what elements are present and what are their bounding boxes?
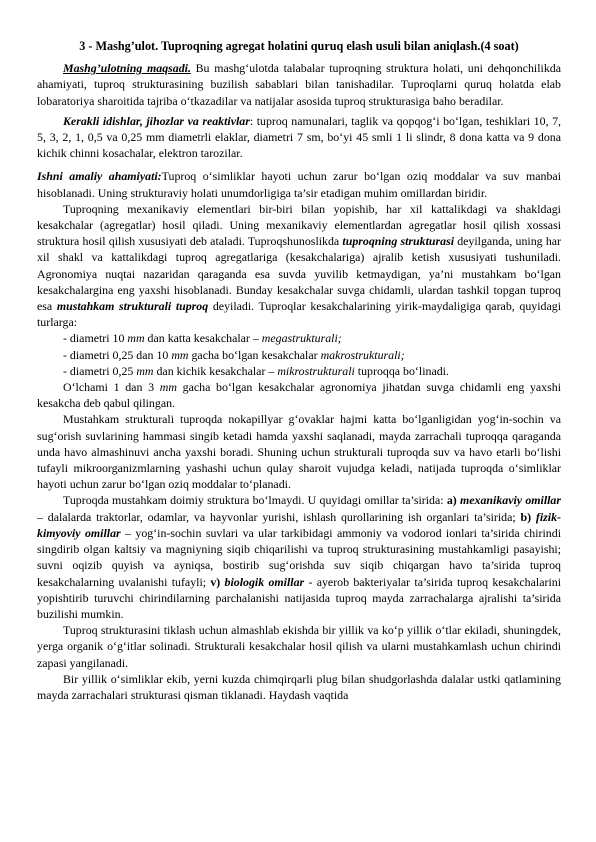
list-item-text: dan kichik kesakchalar – [153, 363, 278, 378]
list-item [37, 347, 561, 363]
paragraph-plowing: Bir yillik o‘simliklar ekib, yerni kuzda chimqirqarli plug bilan shudgorlashda dalalar ustki qatlamining mayda zarrachalari strukturasi qisman tiklanadi. Haydash vaqtida [37, 671, 561, 702]
list-item-text: tuproqqa bo‘linadi. [354, 363, 449, 378]
paragraph-factors [37, 492, 561, 622]
paragraph-goal [37, 60, 561, 109]
structure-text-2: deyilganda, uning har xil shakl va kattalikdagi tuproq agregatlariga (kesakchalariga) ajralib ketish xususiyati tushuniladi. Agronomiya nuqtai nazaridan qaraganda esa suvda yuvilib ketmaydigan, ya’ni mustahkam bo‘lgan kesakchalargina eng yaxshi hisoblanadi. Bunday kesakchalar suvga chidamli, ulardan tashkil topgan tuproq esa [37, 234, 562, 314]
list-item [37, 330, 561, 346]
list-item-text: - diametri 0,25 [63, 363, 137, 378]
factor-b-term: fizik-kimyoviy omillar [37, 509, 561, 540]
factors-text: – dalalarda traktorlar, odamlar, va hayvonlar yurishi, ishlash qurollarining ish organlari ta’sirida; [37, 509, 521, 524]
factor-a-label: a) [446, 493, 457, 508]
list-item-text: dan katta kesakchalar – [144, 331, 262, 346]
factor-b-label: b) [520, 509, 532, 524]
equipment-heading: Kerakli idishlar, jihozlar va reaktivlar [63, 113, 250, 128]
factors-text: – yog‘in-sochin suvlari va ular tarkibidagi ammoniy va vodorod ionlari ta’sirida chirindi singdirib olgan kaltsiy va magniyning siqib chiqarilishi va tuproq strukturasining mustahkamligi pasayishi; suvni oqizib quyish va ayniqsa, bostirib sug‘orishda suv siqib chiqargan havo ta’sirida tuproq kesakchalarning uvalanishi tufayli; [37, 525, 562, 589]
list-item-unit: mm [127, 331, 145, 346]
goal-text: Bu mashg‘ulotda talabalar tuproqning struktura holati, uni dehqonchilikda ahamiyati, tuproq strukturasining buzilish sabablari bilan tanishadilar. Tuproqlarni quruq holatda elab lobaratoriya sharoitida tajriba o‘tkazadilar va natijalar asosida tuproq strukturasiga baho beradilar. [37, 61, 561, 108]
paragraph-restoration: Tuproq strukturasini tiklash uchun almashlab ekishda bir yillik va ko‘p yillik o‘tlar ekiladi, shuningdek, yerga organik o‘g‘itlar solinadi. Strukturali kesakchalar hosil qilish va ularni mustahkamlash uchun chirindi zapasi yangilanadi. [37, 623, 561, 670]
list-item-text: - diametri 10 [63, 331, 128, 346]
list-item-unit: mm [171, 347, 189, 362]
best-size-text: gacha bo‘lgan kesakchalar agronomiya jihatdan suvga chidamli eng yaxshi kesakcha deb qabul qilingan. [37, 380, 561, 411]
factor-v-term: biologik omillar [224, 574, 305, 589]
structure-text-1: Tuproqning mexanikaviy elementlari bir-biri bilan yopishib, har xil kattalikdagi va shakldagi kesakchalar (agregatlar) hosil qiladi. Uning mexanikaviy elementlardan agregatlar hosil qilish xossasi struktura hosil qilish xususiyati deb ataladi. Tuproqshunoslikda [37, 201, 561, 249]
term-soil-structure: tuproqning strukturasi [342, 234, 455, 249]
list-item-unit: mm [136, 363, 154, 378]
paragraph-stable-soil: Mustahkam strukturali tuproqda nokapillyar g‘ovaklar hajmi katta bo‘lganligidan yog‘in-sochin va sug‘orish suvlarining hammasi singib ketadi hamda yaxshi saqlanadi, mayda zarrachali tuproqqa qaraganda unda havo almashinuvi ancha yaxshi boradi. Shuning uchun strukturali tuproqda suv va havo etarli bo‘lishi tufayli mikroorganizmlarning yashashi uchun qulay sharoit vujudga keladi, natijada tuproqda o‘simliklar hayoti uchun zarur bo‘lgan oziq moddalar to‘planadi. [37, 412, 561, 492]
significance-text: Tuproq o‘simliklar hayoti uchun zarur bo‘lgan oziq moddalar va suv manbai hisoblanadi. Uning strukturaviy holati unumdorligiga ta’sir etadigan muhim omillardan biridir. [37, 169, 561, 200]
factor-a-term: mexanikaviy omillar [459, 493, 561, 508]
best-size-text: O‘lchami 1 dan 3 [63, 380, 160, 395]
list-item-term: mikrostrukturali [277, 363, 355, 378]
factors-text: Tuproqda mustahkam doimiy struktura bo‘lmaydi. U quyidagi omillar ta’sirida: [63, 493, 447, 508]
factors-text: - ayerob bakteriyalar ta’sirida tuproq kesakchalarini yopishtirib turuvchi chirindilarning parchalanishi natijasida tuproq mayda zarrachalarga ajralishi ta’sirida buzilishi mumkin. [37, 574, 561, 621]
paragraph-best-size [37, 379, 561, 411]
list-item-text: - diametri 0,25 dan 10 [63, 347, 172, 362]
page-title: 3 - Mashg’ulot. Tuproqning agregat holatini quruq elash usuli bilan aniqlash.(4 soat) [79, 39, 519, 53]
best-size-unit: mm [159, 380, 177, 395]
factor-v-label: v) [210, 574, 221, 589]
goal-heading: Mashg’ulotning maqsadi. [63, 61, 191, 76]
list-item-term: megastrukturali; [261, 331, 342, 346]
paragraph-equipment [37, 113, 561, 162]
paragraph-significance [37, 168, 561, 200]
term-stable-structure: mustahkam strukturali tuproq [56, 299, 209, 314]
paragraph-structure [37, 201, 561, 331]
structure-text-3: deyiladi. Tuproqlar kesakchalarining yirik-maydaligiga qarab, quyidagi turlarga: [37, 299, 561, 330]
equipment-text: : tuproq namunalari, taglik va qopqog‘i bo‘lgan, teshiklari 10, 7, 5, 3, 2, 1, 0,5 va 0,25 mm diametrli elaklar, diametri 7 sm, bo‘yi 45 smli 1 li slindr, 8 dona katta va 9 dona kichik chinni kosachalar, elektron tarozilar. [37, 113, 561, 161]
list-item [37, 363, 561, 379]
document-page [37, 38, 561, 703]
significance-heading: Ishni amaliy ahamiyati: [37, 169, 162, 184]
list-item-text: gacha bo‘lgan kesakchalar [188, 347, 321, 362]
list-item-term: makrostrukturali; [320, 347, 405, 362]
